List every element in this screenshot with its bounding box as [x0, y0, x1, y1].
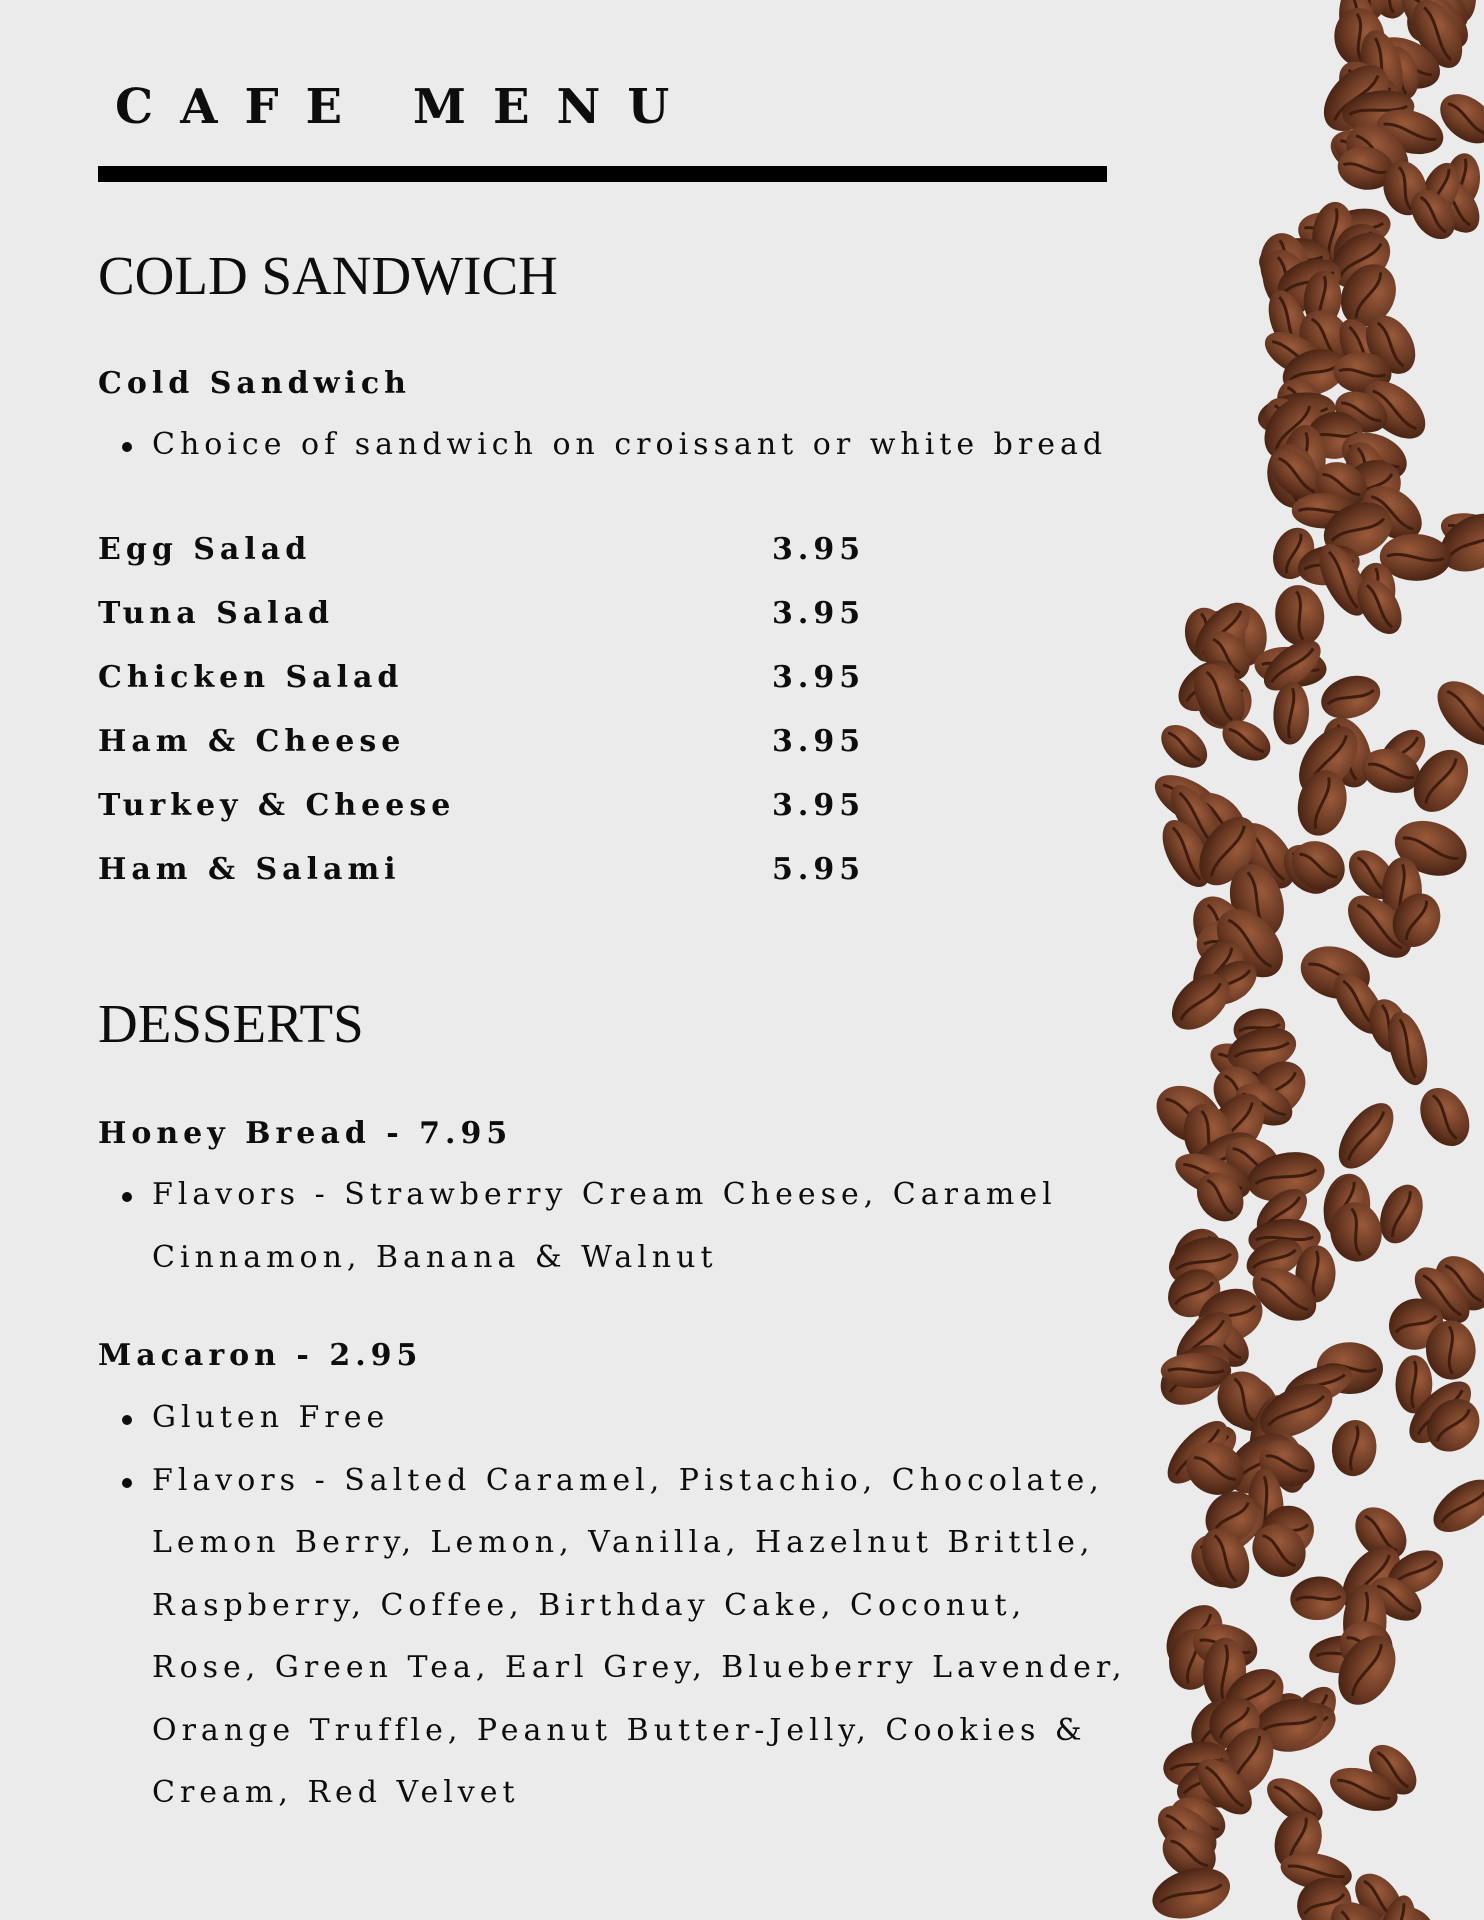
coffee-bean — [1272, 681, 1311, 745]
item-title-cold-sandwich: Cold Sandwich — [98, 366, 411, 401]
macaron-notes — [120, 1387, 1140, 1825]
coffee-bean — [1283, 832, 1354, 900]
item-price: 3.95 — [772, 596, 866, 631]
item-title-honey-bread: Honey Bread - 7.95 — [98, 1116, 513, 1151]
sandwich-price-list — [98, 518, 866, 902]
coffee-bean — [1289, 1574, 1349, 1622]
list-item: Flavors - Salted Caramel, Pistachio, Chocolate, Lemon Berry, Lemon, Vanilla, Hazelnut Brittle, Raspberry, Coffee, Birthday Cake, Coconut, Rose, Green Tea, Earl Grey, Blueberry Lavender, Orange Truffle, Peanut Butter-Jelly, Cookies & Cream, Red Velvet — [120, 1450, 1140, 1825]
coffee-bean — [1329, 1418, 1379, 1479]
price-row — [98, 646, 866, 710]
item-title-macaron: Macaron - 2.95 — [98, 1338, 423, 1373]
cold-sandwich-notes — [120, 414, 1140, 477]
item-name: Ham & Salami — [98, 852, 401, 887]
coffee-bean — [1328, 1094, 1404, 1178]
item-price: 3.95 — [772, 788, 866, 823]
item-name: Tuna Salad — [98, 596, 334, 631]
item-name: Turkey & Cheese — [98, 788, 456, 823]
price-row — [98, 518, 866, 582]
title-divider — [98, 166, 1107, 182]
price-row — [98, 838, 866, 902]
item-price: 3.95 — [772, 660, 866, 695]
coffee-bean — [1271, 582, 1328, 649]
section-heading-cold-sandwich: COLD SANDWICH — [98, 245, 558, 306]
coffee-beans-image — [1144, 0, 1484, 1920]
coffee-bean — [1161, 1353, 1231, 1388]
price-row — [98, 582, 866, 646]
price-row — [98, 774, 866, 838]
item-price: 5.95 — [772, 852, 866, 887]
list-item: Flavors - Strawberry Cream Cheese, Caramel Cinnamon, Banana & Walnut — [120, 1164, 1140, 1289]
price-row — [98, 710, 866, 774]
item-name: Ham & Cheese — [98, 724, 406, 759]
coffee-bean — [1424, 1469, 1484, 1542]
honey-bread-notes — [120, 1164, 1140, 1289]
coffee-bean — [1153, 716, 1215, 776]
item-name: Egg Salad — [98, 532, 312, 567]
section-heading-desserts: DESSERTS — [98, 993, 364, 1054]
item-price: 3.95 — [772, 724, 866, 759]
item-name: Chicken Salad — [98, 660, 404, 695]
list-item: Choice of sandwich on croissant or white bread — [120, 414, 1140, 477]
coffee-bean — [1410, 1079, 1479, 1154]
item-price: 3.95 — [772, 532, 866, 567]
coffee-bean — [1316, 669, 1386, 726]
list-item: Gluten Free — [120, 1387, 1140, 1450]
coffee-bean — [1426, 669, 1484, 757]
menu-title: CAFE MENU — [115, 79, 697, 135]
